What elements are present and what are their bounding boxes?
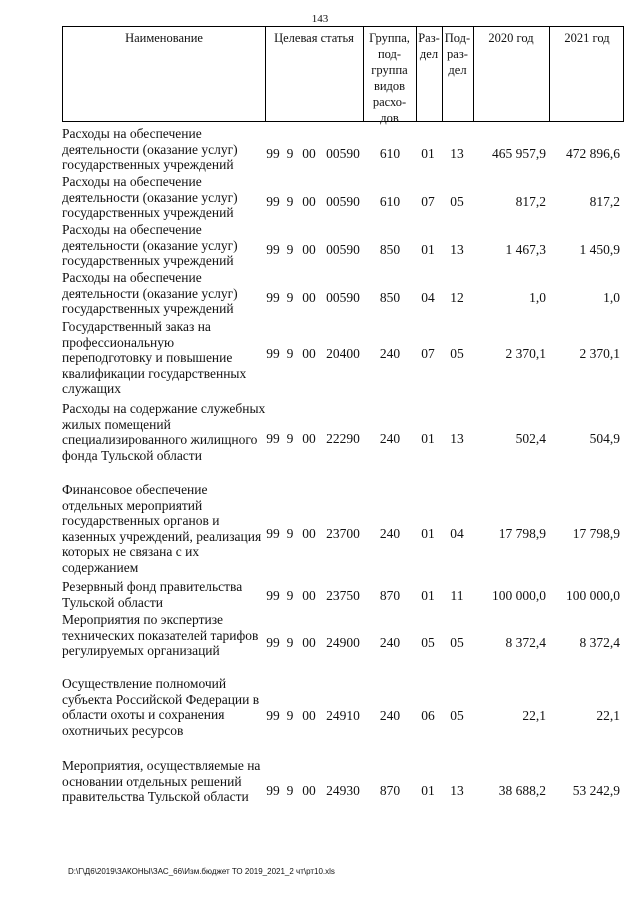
row-name: Расходы на содержание служебных жилых помещений специализированного жилищного фонда Тульской области <box>62 401 266 463</box>
main-event-code: 00 <box>302 194 316 209</box>
direction-code: 20400 <box>326 346 360 361</box>
header-line: расхо- <box>372 95 407 109</box>
program-code: 99 <box>266 194 280 209</box>
expense-group-code: 240 <box>379 526 401 541</box>
amount-2020: 502,4 <box>515 431 546 446</box>
header-subsection <box>442 30 473 78</box>
main-event-code: 00 <box>302 783 316 798</box>
program-code: 99 <box>266 708 280 723</box>
subsection-code: 05 <box>450 194 464 209</box>
header-line: дов <box>380 111 399 125</box>
header-line: раз- <box>447 47 468 61</box>
amount-2020: 2 370,1 <box>505 346 546 361</box>
main-event-code: 00 <box>302 708 316 723</box>
main-event-code: 00 <box>302 526 316 541</box>
amount-2021: 53 242,9 <box>572 783 620 798</box>
main-event-code: 00 <box>302 431 316 446</box>
direction-code: 00590 <box>326 194 360 209</box>
amount-2021: 22,1 <box>596 708 620 723</box>
program-code: 99 <box>266 146 280 161</box>
header-line: Раз- <box>418 31 440 45</box>
amount-2020: 17 798,9 <box>498 526 546 541</box>
amount-2021: 504,9 <box>589 431 620 446</box>
amount-2020: 8 372,4 <box>505 635 546 650</box>
header-year-2020: 2020 год <box>488 31 534 45</box>
program-code: 99 <box>266 242 280 257</box>
row-name: Расходы на обеспечение деятельности (оказание услуг) государственных учреждений <box>62 174 238 221</box>
main-event-code: 00 <box>302 635 316 650</box>
program-code: 99 <box>266 783 280 798</box>
amount-2020: 22,1 <box>522 708 546 723</box>
section-code: 01 <box>421 783 435 798</box>
header-expense-group <box>363 30 416 126</box>
direction-code: 22290 <box>326 431 360 446</box>
header-year-2021: 2021 год <box>564 31 610 45</box>
subsection-code: 13 <box>450 242 464 257</box>
main-event-code: 00 <box>302 290 316 305</box>
amount-2020: 817,2 <box>515 194 546 209</box>
direction-code: 24900 <box>326 635 360 650</box>
page-number: 143 <box>311 13 329 25</box>
header-line: Группа, <box>369 31 410 45</box>
subsection-code: 05 <box>450 635 464 650</box>
row-name: Государственный заказ на профессиональную переподготовку и повышение квалификации государственных служащих <box>62 319 247 397</box>
header-target-article: Целевая статья <box>274 31 354 45</box>
section-code: 01 <box>421 146 435 161</box>
amount-2020: 100 000,0 <box>492 588 546 603</box>
main-event-code: 00 <box>302 146 316 161</box>
expense-group-code: 850 <box>379 242 401 257</box>
amount-2021: 17 798,9 <box>572 526 620 541</box>
section-code: 01 <box>421 242 435 257</box>
row-name: Мероприятия по экспертизе технических показателей тарифов регулируемых организаций <box>62 612 259 659</box>
subprogram-code: 9 <box>286 635 294 650</box>
section-code: 01 <box>421 431 435 446</box>
expense-group-code: 240 <box>379 346 401 361</box>
row-name: Расходы на обеспечение деятельности (оказание услуг) государственных учреждений <box>62 126 238 173</box>
subprogram-code: 9 <box>286 346 294 361</box>
direction-code: 00590 <box>326 146 360 161</box>
row-name: Мероприятия, осуществляемые на основании отдельных решений правительства Тульской области <box>62 758 261 805</box>
main-event-code: 00 <box>302 588 316 603</box>
expense-group-code: 850 <box>379 290 401 305</box>
row-name: Расходы на обеспечение деятельности (оказание услуг) государственных учреждений <box>62 222 238 269</box>
direction-code: 00590 <box>326 242 360 257</box>
expense-group-code: 870 <box>379 783 401 798</box>
section-code: 07 <box>421 194 435 209</box>
main-event-code: 00 <box>302 242 316 257</box>
section-code: 01 <box>421 588 435 603</box>
amount-2021: 472 896,6 <box>566 146 620 161</box>
amount-2020: 1,0 <box>529 290 546 305</box>
direction-code: 23750 <box>326 588 360 603</box>
header-line: Под- <box>444 31 471 45</box>
program-code: 99 <box>266 588 280 603</box>
expense-group-code: 610 <box>379 146 401 161</box>
direction-code: 24930 <box>326 783 360 798</box>
direction-code: 24910 <box>326 708 360 723</box>
direction-code: 00590 <box>326 290 360 305</box>
subsection-code: 05 <box>450 346 464 361</box>
header-line: видов <box>373 79 406 93</box>
program-code: 99 <box>266 635 280 650</box>
table-header <box>62 26 624 125</box>
row-name: Финансовое обеспечение отдельных мероприятий государственных органов и казенных учреждений, реализация которых не связана с их содержанием <box>62 482 262 575</box>
subsection-code: 04 <box>450 526 464 541</box>
expense-group-code: 240 <box>379 708 401 723</box>
section-code: 05 <box>421 635 435 650</box>
header-section <box>416 30 442 62</box>
subprogram-code: 9 <box>286 242 294 257</box>
subsection-code: 13 <box>450 783 464 798</box>
subsection-code: 11 <box>450 588 464 603</box>
expense-group-code: 870 <box>379 588 401 603</box>
amount-2021: 1 450,9 <box>579 242 620 257</box>
amount-2021: 817,2 <box>589 194 620 209</box>
subprogram-code: 9 <box>286 783 294 798</box>
subprogram-code: 9 <box>286 588 294 603</box>
section-code: 07 <box>421 346 435 361</box>
amount-2020: 1 467,3 <box>505 242 546 257</box>
amount-2020: 38 688,2 <box>498 783 546 798</box>
section-code: 06 <box>421 708 435 723</box>
row-name: Расходы на обеспечение деятельности (оказание услуг) государственных учреждений <box>62 270 238 317</box>
program-code: 99 <box>266 526 280 541</box>
row-name: Осуществление полномочий субъекта Российской Федерации в области охоты и сохранения охотничьих ресурсов <box>62 676 260 738</box>
header-line: дел <box>448 63 467 77</box>
subprogram-code: 9 <box>286 526 294 541</box>
subprogram-code: 9 <box>286 431 294 446</box>
amount-2020: 465 957,9 <box>492 146 546 161</box>
expense-group-code: 240 <box>379 635 401 650</box>
section-code: 01 <box>421 526 435 541</box>
header-line: дел <box>419 47 439 61</box>
subsection-code: 12 <box>450 290 464 305</box>
program-code: 99 <box>266 346 280 361</box>
program-code: 99 <box>266 290 280 305</box>
amount-2021: 2 370,1 <box>579 346 620 361</box>
header-name: Наименование <box>125 31 203 45</box>
subsection-code: 05 <box>450 708 464 723</box>
subprogram-code: 9 <box>286 194 294 209</box>
amount-2021: 100 000,0 <box>566 588 620 603</box>
section-code: 04 <box>421 290 435 305</box>
subprogram-code: 9 <box>286 290 294 305</box>
expense-group-code: 240 <box>379 431 401 446</box>
expense-group-code: 610 <box>379 194 401 209</box>
row-name: Резервный фонд правительства Тульской области <box>62 579 243 610</box>
subsection-code: 13 <box>450 431 464 446</box>
subsection-code: 13 <box>450 146 464 161</box>
subprogram-code: 9 <box>286 146 294 161</box>
program-code: 99 <box>266 431 280 446</box>
header-line: группа <box>371 63 408 77</box>
main-event-code: 00 <box>302 346 316 361</box>
subprogram-code: 9 <box>286 708 294 723</box>
file-path-footer: D:\Г\Д6\2019\ЗАКОНЫ\ЗАС_66\Изм.бюджет ТО 2019_2021_2 чт\рт10.xls <box>68 867 335 876</box>
amount-2021: 1,0 <box>603 290 620 305</box>
header-line: под- <box>377 47 402 61</box>
direction-code: 23700 <box>326 526 360 541</box>
amount-2021: 8 372,4 <box>579 635 620 650</box>
